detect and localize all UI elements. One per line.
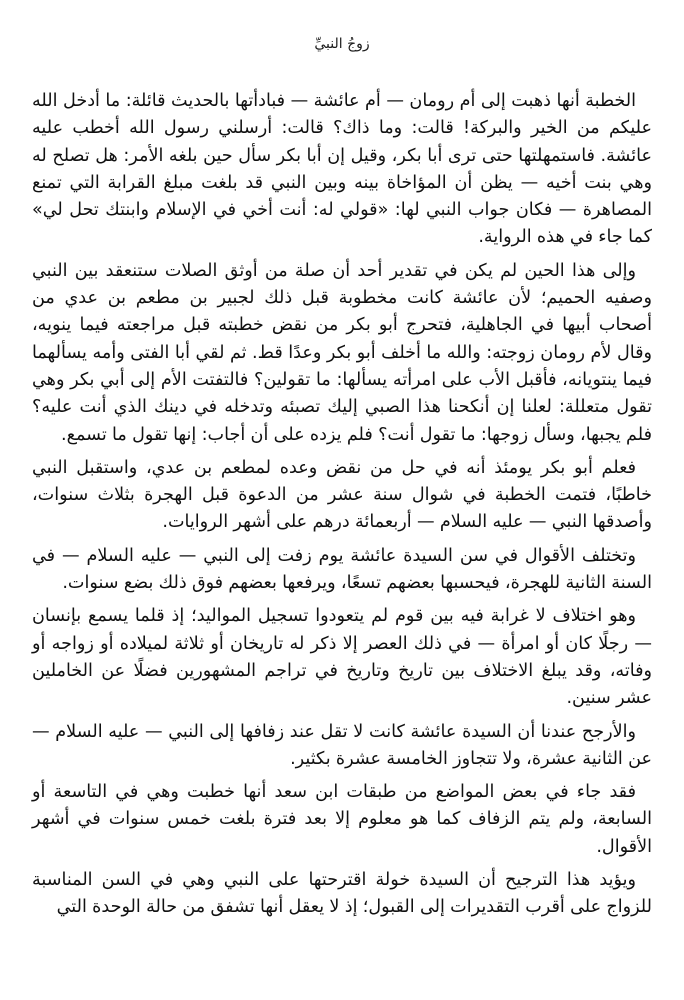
running-header: زوجُ النبيِّ: [314, 36, 370, 52]
page-body: [32, 88, 652, 922]
paragraph: ويؤيد هذا الترجيح أن السيدة خولة اقترحتها على النبي وهي في السن المناسبة للزواج على أقرب التقديرات إلى القبول؛ إذ لا يعقل أنها تشفق من حالة الوحدة التي: [32, 870, 652, 918]
paragraph: الخطبة أنها ذهبت إلى أم رومان — أم عائشة — فبادأتها بالحديث قائلة: ما أدخل الله عليكم من الخير والبركة! قالت: وما ذاك؟ قالت: أرسلني رسول الله أخطب عليه عائشة. فاستمهلتها حتى ترى أبا بكر، وقيل إن أبا بكر سأل حين بلغه الأمر: هل تصلح له وهي بنت أخيه — يظن أن المؤاخاة بينه وبين النبي قد بلغت مبلغ القرابة التي تمنع المصاهرة — فكان جواب النبي لها: «قولي له: أنت أخي في الإسلام وابنتك تحل لي» كما جاء في هذه الرواية.: [32, 91, 652, 248]
paragraph: وإلى هذا الحين لم يكن في تقدير أحد أن صلة من أوثق الصلات ستنعقد بين النبي وصفيه الحميم؛ لأن عائشة كانت مخطوبة قبل ذلك لجبير بن مطعم بن عدي من أصحاب أبيها في الجاهلية، فتحرج أبو بكر من نقض خطبته قبل مراجعته فيما ينويه، وقال لأم رومان زوجته: والله ما أخلف أبو بكر وعدًا قط. ثم لقي أبا الفتى وأمه يسألهما فيما ينتويانه، فأقبل الأب على امرأته يسألها: ما تقولين؟ فالتفتت الأم إلى أبي بكر وهي تقول متعللة: لعلنا إن أنكحنا هذا الصبي إليك تصبئه وتدخله في دينك الذي أنت عليه؟ فلم يجبها، وسأل زوجها: ما تقول أنت؟ فلم يزده على أن أجاب: إنها تقول ما تسمع.: [32, 260, 652, 445]
paragraph: والأرجح عندنا أن السيدة عائشة كانت لا تقل عند زفافها إلى النبي — عليه السلام — عن الثانية عشرة، ولا تتجاوز الخامسة عشرة بكثير.: [32, 721, 652, 769]
paragraph: فقد جاء في بعض المواضع من طبقات ابن سعد أنها خطبت وهي في التاسعة أو السابعة، ولم يتم الزفاف كما هو معلوم إلا بعد فترة بلغت خمس سنوات في أشهر الأقوال.: [32, 782, 652, 857]
paragraph: وهو اختلاف لا غرابة فيه بين قوم لم يتعودوا تسجيل المواليد؛ إذ قلما يسمع بإنسان — رجلًا كان أو امرأة — في ذلك العصر إلا ذكر له تاريخان أو ثلاثة لميلاده أو زواجه أو وفاته، وقد يبلغ الاختلاف بين تاريخ وتاريخ في تراجم المشهورين فضلًا عن الخاملين عشر سنين.: [32, 606, 652, 709]
paragraph: فعلم أبو بكر يومئذ أنه في حل من نقض وعده لمطعم بن عدي، واستقبل النبي خاطبًا، فتمت الخطبة في شوال سنة عشر من الدعوة قبل الهجرة بثلاث سنوات، وأصدقها النبي — عليه السلام — أربعمائة درهم على أشهر الروايات.: [32, 457, 652, 533]
paragraph: وتختلف الأقوال في سن السيدة عائشة يوم زفت إلى النبي — عليه السلام — في السنة الثانية للهجرة، فيحسبها بعضهم تسعًا، ويرفعها بعضهم فوق ذلك بضع سنوات.: [32, 545, 652, 594]
